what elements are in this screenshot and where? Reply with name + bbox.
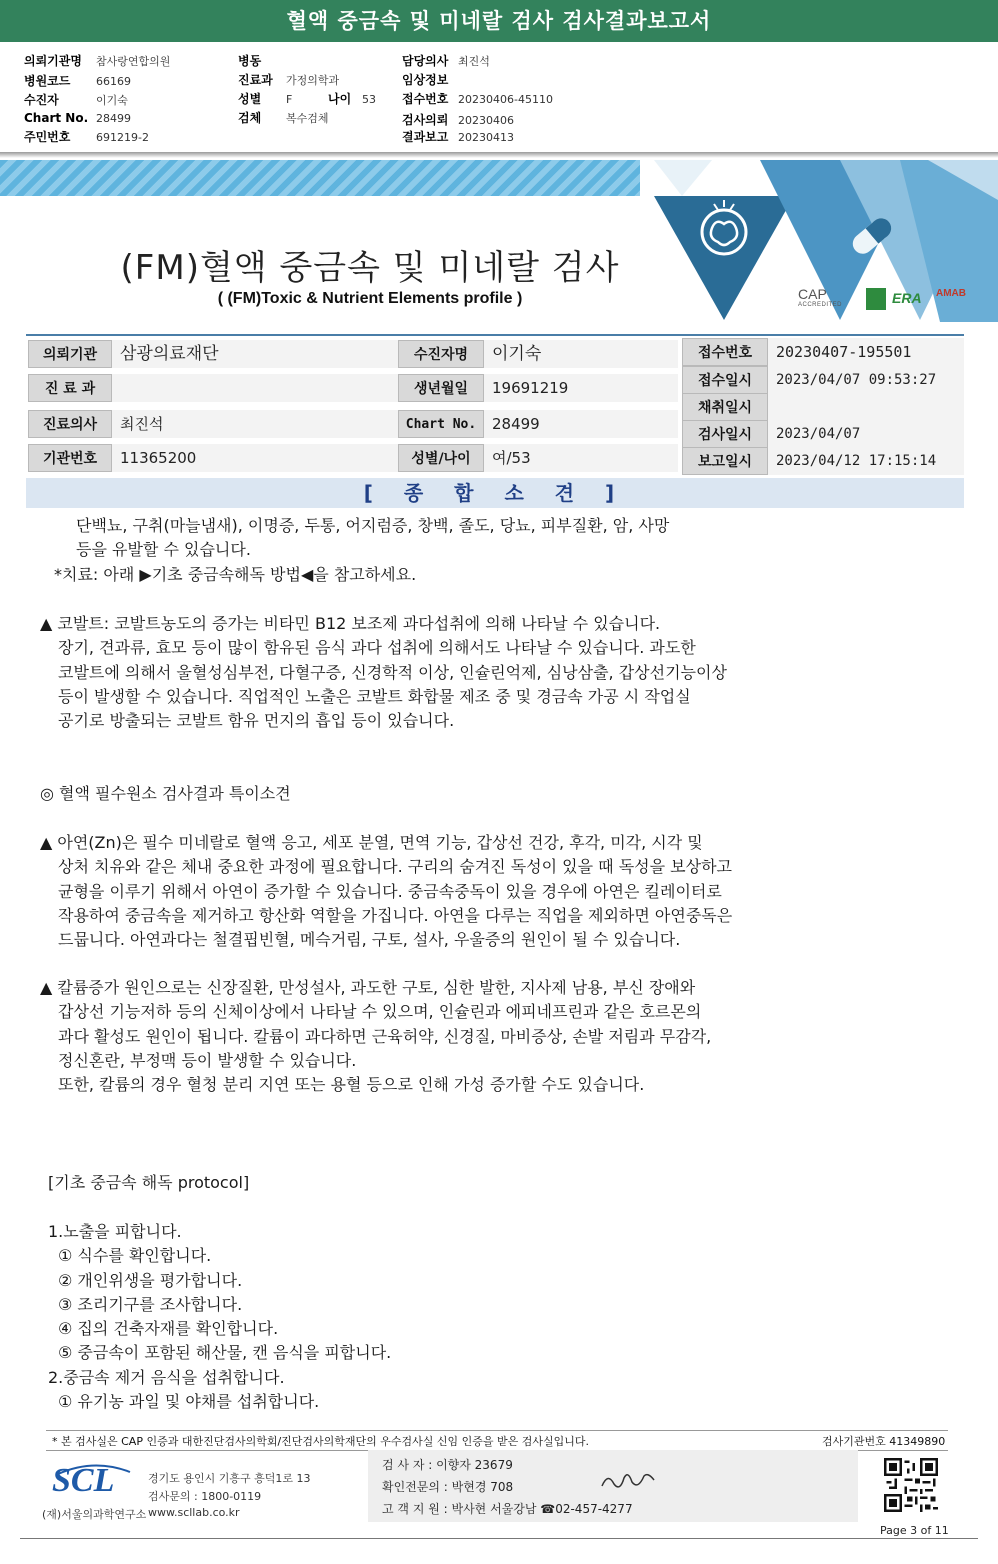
report-header-title: 혈액 중금속 및 미네랄 검사 검사결과보고서: [0, 0, 998, 42]
scl-logo-swoosh: [54, 1462, 134, 1502]
protocol-substep: ③ 조리기구를 조사합니다.: [58, 1294, 243, 1314]
header-shadow: [0, 152, 998, 158]
potassium-line: 정신혼란, 부정맥 등이 발생할 수 있습니다.: [58, 1050, 357, 1070]
label-test-datetime: 검사일시: [682, 420, 768, 448]
cap-logo-text: CAP: [798, 286, 827, 302]
header-chart-no: Chart No. 28499: [24, 111, 131, 125]
report-title: (FM)혈액 중금속 및 미네랄 검사: [120, 248, 620, 288]
potassium-line: 과다 활성도 원인이 됩니다. 칼륨이 과다하면 근육허약, 신경질, 마비증상, 손발 저림과 무감각,: [58, 1026, 712, 1046]
potassium-line: 또한, 칼륨의 경우 혈청 분리 지연 또는 용혈 등으로 인해 가성 증가할 수도 있습니다.: [58, 1075, 645, 1095]
header-hospital-code: 병원코드 66169: [24, 74, 131, 88]
essential-elements-heading: ◎ 혈액 필수원소 검사결과 특이소견: [40, 784, 291, 803]
protocol-substep: ① 유기농 과일 및 야채를 섭취합니다.: [58, 1392, 320, 1412]
header-hospital: 의뢰기관명 참사랑연합의원: [24, 54, 171, 68]
cap-accredited-logo: [798, 286, 842, 308]
cobalt-paragraph: [40, 612, 727, 733]
protocol-substep: ⑤ 중금속이 포함된 해산물, 캔 음식을 피합니다.: [58, 1343, 392, 1363]
zinc-line: 상처 치유와 같은 체내 중요한 과정에 필요합니다. 구리의 숨겨진 독성이 있을 때 독성을 보상하고: [58, 857, 732, 877]
header-request-date: 검사의뢰 20230406: [402, 113, 514, 127]
value-accession-no: 20230407-195501: [768, 338, 964, 366]
customer-support: 고 객 지 원 : 박사현 서울강남 ☎02-457-4277: [382, 1502, 633, 1516]
value-received-datetime: 2023/04/07 09:53:27: [768, 366, 964, 394]
cobalt-line: 공기로 방출되는 코발트 함유 먼지의 흡입 등이 있습니다.: [58, 711, 455, 731]
header-department: 진료과 가정의학과: [238, 73, 340, 87]
value-institution-no: 11365200: [112, 444, 398, 472]
info-table-top-border: [26, 334, 964, 336]
lab-website[interactable]: www.scllab.co.kr: [148, 1506, 240, 1519]
cobalt-line: ▲ 코발트: 코발트농도의 증가는 비타민 B12 보조제 과다섭취에 의해 나타날 수 있습니다.: [40, 614, 661, 633]
page-bottom-line: [20, 1538, 978, 1539]
cap-logo-subtext: ACCREDITED: [798, 302, 843, 308]
protocol-substep: ① 식수를 확인합니다.: [58, 1246, 212, 1266]
header-doctor: 담당의사 최진석: [402, 54, 490, 68]
label-requesting-institution: 의뢰기관: [28, 340, 112, 368]
footer-divider: [46, 1430, 948, 1431]
potassium-line: ▲ 칼륨증가 원인으로는 신장질환, 만성설사, 과도한 구토, 심한 발한, 지사제 남용, 부신 장애와: [40, 978, 696, 997]
value-test-datetime: 2023/04/07: [768, 420, 964, 448]
value-collection-datetime: [768, 393, 964, 421]
label-birth-date: 생년월일: [398, 374, 484, 402]
header-resident-no: 주민번호 691219-2: [24, 130, 149, 144]
protocol-step: 1.노출을 피합니다.: [48, 1222, 182, 1241]
value-patient-name: 이기숙: [484, 340, 678, 368]
protocol-list: [48, 1220, 391, 1414]
label-institution-no: 기관번호: [28, 444, 112, 472]
value-sex-age: 여/53: [484, 444, 678, 472]
summary-intro-line: 단백뇨, 구취(마늘냄새), 이명증, 두통, 어지럼증, 창백, 졸도, 당뇨, 피부질환, 암, 사망: [76, 516, 670, 535]
label-received-datetime: 접수일시: [682, 366, 768, 394]
header-accession-no: 접수번호 20230406-45110: [402, 92, 553, 106]
header-report-date: 결과보고 20230413: [402, 130, 514, 144]
zinc-line: 작용하여 중금속을 제거하고 항산화 역할을 가집니다. 아연을 다루는 직업을 제외하면 아연중독은: [58, 905, 733, 925]
summary-heading: [ 종 합 소 견 ]: [26, 478, 964, 508]
value-department: [112, 374, 398, 402]
header-patient: 수진자 이기숙: [24, 93, 128, 107]
summary-intro-line: 등을 유발할 수 있습니다.: [76, 540, 251, 560]
page-number: Page 3 of 11: [880, 1524, 949, 1537]
value-birth-date: 19691219: [484, 374, 678, 402]
label-chart-no: Chart No.: [398, 410, 484, 438]
qr-code-icon: [884, 1458, 938, 1512]
label-department: 진 료 과: [28, 374, 112, 402]
potassium-line: 갑상선 기능저하 등의 신체이상에서 나타날 수 있으며, 인슐린과 에피네프린과 같은 호르몬의: [58, 1002, 702, 1022]
cobalt-line: 등이 발생할 수 있습니다. 직업적인 노출은 코발트 화합물 제조 중 및 경금속 가공 시 작업실: [58, 686, 691, 706]
lab-organization-name: (재)서울의과학연구소: [42, 1508, 147, 1521]
label-report-datetime: 보고일시: [682, 447, 768, 475]
zinc-line: 균형을 이루기 위해서 아연이 증가할 수 있습니다. 중금속중독이 있을 경우에 아연은 킬레이터로: [58, 881, 722, 901]
scl-logo: SCL: [52, 1462, 115, 1499]
lab-address: 경기도 용인시 기흥구 흥덕1로 13: [148, 1472, 311, 1485]
value-chart-no: 28499: [484, 410, 678, 438]
protocol-substep: ④ 집의 건축자재를 확인합니다.: [58, 1319, 279, 1339]
header-specimen: 검체 복수검체: [238, 111, 329, 125]
header-sex: 성별 F: [238, 92, 293, 106]
protocol-step: 2.중금속 제거 음식을 섭취합니다.: [48, 1367, 285, 1387]
lm-logo-icon: [866, 288, 886, 310]
cobalt-line: 코발트에 의해서 울혈성심부전, 다혈구증, 신경학적 이상, 인슐린억제, 심낭삼출, 갑상선기능이상: [58, 662, 727, 682]
value-requesting-institution: 삼광의료재단: [112, 340, 398, 368]
lab-phone: 검사문의 : 1800-0119: [148, 1490, 262, 1503]
label-collection-datetime: 채취일시: [682, 393, 768, 421]
zinc-line: 드뭅니다. 아연과다는 철결핍빈혈, 메슥거림, 구토, 설사, 우울증의 원인이 될 수 있습니다.: [58, 930, 681, 950]
label-doctor: 진료의사: [28, 410, 112, 438]
cobalt-line: 장기, 견과류, 효모 등이 많이 함유된 음식 과다 섭취에 의해서도 나타날 수 있습니다. 과도한: [58, 638, 696, 658]
label-sex-age: 성별/나이: [398, 444, 484, 472]
header-clinical-info: 임상정보: [402, 73, 449, 87]
accreditation-note: * 본 검사실은 CAP 인증과 대한진단검사의학회/진단검사의학재단의 우수검사실 신임 인증을 받은 검사실입니다.: [52, 1435, 590, 1448]
protocol-heading: [기초 중금속 해독 protocol]: [48, 1173, 250, 1192]
amab-logo: AMAB: [936, 288, 966, 299]
protocol-substep: ② 개인위생을 평가합니다.: [58, 1270, 243, 1290]
zinc-line: ▲ 아연(Zn)은 필수 미네랄로 혈액 응고, 세포 분열, 면역 기능, 갑상선 건강, 후각, 미각, 시각 및: [40, 833, 703, 852]
zinc-paragraph: [40, 831, 732, 952]
value-report-datetime: 2023/04/12 17:15:14: [768, 447, 964, 475]
examiner: 검 사 자 : 이향자 23679: [382, 1458, 513, 1472]
header-ward: 병동: [238, 54, 262, 68]
patient-summary-header: [0, 42, 998, 154]
value-doctor: 최진석: [112, 410, 398, 438]
era-logo: ERA: [892, 290, 922, 306]
label-patient-name: 수진자명: [398, 340, 484, 368]
treatment-note: *치료: 아래 ▶기초 중금속해독 방법◀을 참고하세요.: [54, 565, 417, 584]
label-accession-no: 접수번호: [682, 338, 768, 366]
confirming-specialist: 확인전문의 : 박현경 708: [382, 1480, 514, 1494]
lab-registration-number: 검사기관번호 41349890: [822, 1435, 946, 1448]
report-subtitle: ( (FM)Toxic & Nutrient Elements profile ): [217, 290, 523, 307]
potassium-paragraph: [40, 976, 711, 1097]
specialist-signature: [598, 1468, 658, 1494]
header-age: 나이 53: [328, 92, 376, 106]
summary-intro: [76, 514, 669, 563]
